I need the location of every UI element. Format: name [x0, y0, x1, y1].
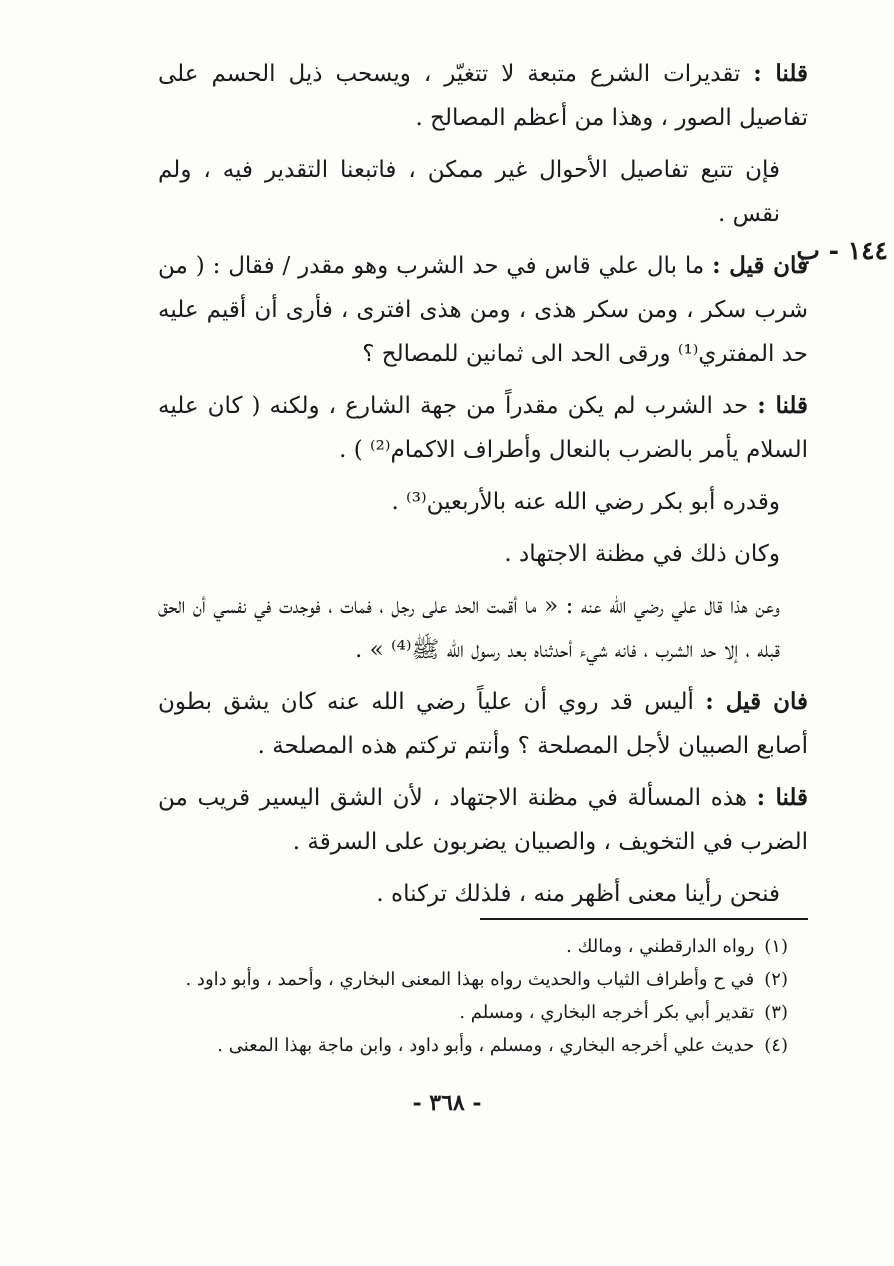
paragraph-text: تقديرات الشرع متبعة لا تتغيّر ، ويسحب ذيل الحسم على تفاصيل الصور ، وهذا من أعظم المصالح . — [158, 61, 808, 131]
paragraph-text: حد الشرب لم يكن مقدراً من جهة الشارع ، ولكنه ( كان عليه السلام يأمر بالضرب بالنعال وأطراف الاكمام⁽²⁾ ) . — [158, 393, 808, 463]
paragraph-7 — [158, 584, 808, 672]
paragraph-text: وعن هذا قال علي رضي الله عنه : « ما أقمت الحد على رجل ، فمات ، فوجدت في نفسي أن الحق قبله ، إلا حد الشرب ، فانه شيء أحدثناه بعد رسول الله ﷺ⁽⁴⁾ » . — [158, 593, 780, 663]
paragraph-text: هذه المسألة في مظنة الاجتهاد ، لأن الشق اليسير قريب من الضرب في التخويف ، والصبيان يضربون على السرقة . — [158, 785, 808, 855]
footnote-1 — [160, 930, 788, 963]
footnote-3 — [160, 996, 788, 1029]
paragraph-lead: قلنا : — [756, 784, 809, 811]
paragraph-9 — [158, 776, 808, 864]
paragraph-text: ما بال علي قاس في حد الشرب وهو مقدر / فقال : ( من شرب سكر ، ومن سكر هذى ، ومن هذى افترى ، فأرى أن أقيم عليه حد المفتري⁽¹⁾ ورقى الحد الى ثمانين للمصالح ؟ — [158, 253, 808, 367]
paragraph-3 — [158, 244, 808, 376]
footnote-text: تقدير أبي بكر أخرجه البخاري ، ومسلم . — [459, 1002, 755, 1023]
paragraph-text: فنحن رأينا معنى أظهر منه ، فلذلك تركناه . — [376, 881, 780, 907]
paragraph-text: وكان ذلك في مظنة الاجتهاد . — [504, 541, 780, 567]
paragraph-10 — [158, 872, 808, 916]
footnote-4 — [160, 1029, 788, 1062]
paragraph-4 — [158, 384, 808, 472]
paragraph-2 — [158, 148, 808, 236]
paragraph-lead: قلنا : — [753, 60, 808, 87]
footnote-number: (٣) — [764, 1002, 788, 1023]
footnote-text: حديث علي أخرجه البخاري ، ومسلم ، وأبو داود ، وابن ماجة بهذا المعنى . — [217, 1035, 755, 1056]
footnote-text: في ح وأطراف الثياب والحديث رواه بهذا المعنى البخاري ، وأحمد ، وأبو داود . — [185, 969, 755, 990]
paragraph-text: أليس قد روي أن علياً رضي الله عنه كان يشق بطون أصابع الصبيان لأجل المصلحة ؟ وأنتم تركتم هذه المصلحة . — [158, 689, 808, 759]
paragraph-5 — [158, 480, 808, 524]
footnote-number: (٤) — [764, 1035, 788, 1056]
footnote-text: رواه الدارقطني ، ومالك . — [566, 936, 755, 957]
footnote-divider — [480, 918, 808, 920]
page-number: - ٣٦٨ - — [412, 1090, 482, 1116]
paragraph-8 — [158, 680, 808, 768]
footnote-number: (٢) — [764, 969, 788, 990]
paragraph-lead: فان قيل : — [705, 688, 808, 715]
paragraph-text: وقدره أبو بكر رضي الله عنه بالأربعين⁽³⁾ . — [391, 489, 780, 515]
footnotes-block — [160, 930, 788, 1062]
paragraph-1 — [158, 52, 808, 140]
paragraph-lead: فان قيل : — [712, 252, 808, 279]
footnote-2 — [160, 963, 788, 996]
paragraph-6 — [158, 532, 808, 576]
paragraph-lead: قلنا : — [757, 392, 809, 419]
footnote-number: (١) — [764, 936, 788, 957]
margin-folio-note: ١٤٤ - ب — [796, 236, 888, 265]
paragraph-text: فإن تتبع تفاصيل الأحوال غير ممكن ، فاتبعنا التقدير فيه ، ولم نقس . — [158, 157, 780, 227]
main-text-block — [158, 52, 808, 924]
